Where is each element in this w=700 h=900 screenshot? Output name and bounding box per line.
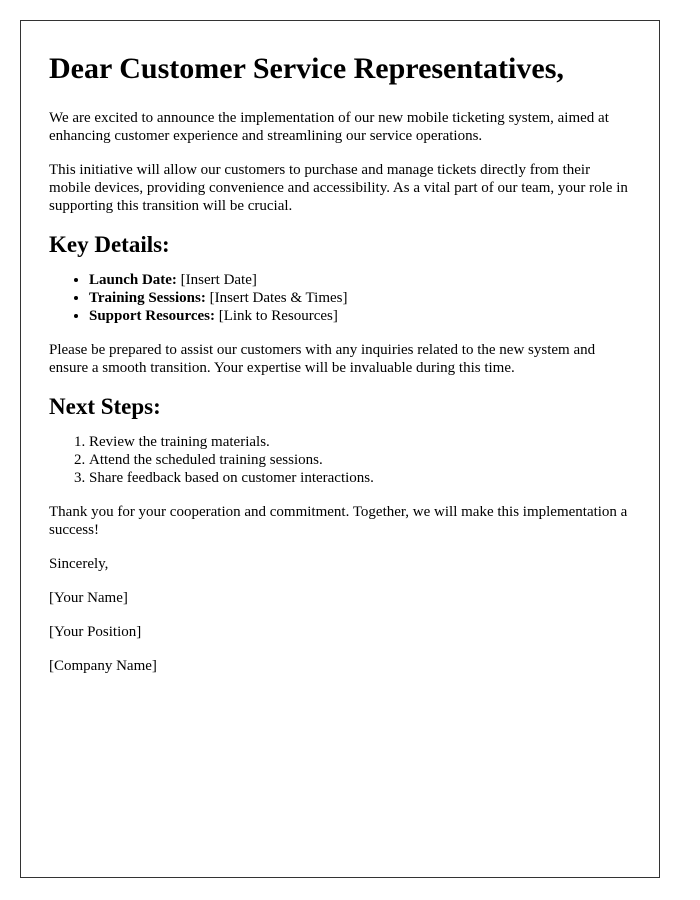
next-steps-list bbox=[49, 433, 631, 487]
signature-name: [Your Name] bbox=[49, 590, 128, 606]
list-item: 3. Share feedback based on customer interactions. bbox=[89, 469, 631, 487]
list-item bbox=[89, 271, 631, 289]
list-item bbox=[89, 307, 631, 325]
letter-page bbox=[20, 20, 660, 878]
closing-text: Sincerely, bbox=[49, 556, 109, 572]
list-item: 2. Attend the scheduled training sessions. bbox=[89, 451, 631, 469]
signature-company: [Company Name] bbox=[49, 658, 157, 674]
detail-label: Support Resources: bbox=[89, 308, 215, 324]
detail-value: [Insert Dates & Times] bbox=[205, 290, 348, 306]
thanks-paragraph: Thank you for your cooperation and commitment. Together, we will make this implementation a success! bbox=[49, 504, 628, 538]
detail-value: [Link to Resources] bbox=[214, 308, 338, 324]
list-item bbox=[89, 289, 631, 307]
salutation-heading: Dear Customer Service Representatives, bbox=[49, 52, 564, 85]
next-steps-heading: Next Steps: bbox=[49, 394, 161, 419]
initiative-paragraph: This initiative will allow our customers to purchase and manage tickets directly from their mobile devices, providing convenience and accessibility. As a vital part of our team, your role in supporting this transition will be crucial. bbox=[49, 162, 628, 214]
prepared-paragraph: Please be prepared to assist our customers with any inquiries related to the new system and ensure a smooth transition. Your expertise will be invaluable during this time. bbox=[49, 342, 596, 376]
signature-position: [Your Position] bbox=[49, 624, 142, 640]
intro-paragraph: We are excited to announce the implementation of our new mobile ticketing system, aimed at enhancing customer experience and streamlining our service operations. bbox=[49, 110, 609, 144]
list-item: 1. Review the training materials. bbox=[89, 433, 631, 451]
detail-label: Launch Date: bbox=[89, 272, 177, 288]
key-details-heading: Key Details: bbox=[49, 232, 170, 257]
detail-label: Training Sessions: bbox=[89, 290, 206, 306]
detail-value: [Insert Date] bbox=[176, 272, 257, 288]
key-details-list bbox=[49, 271, 631, 325]
